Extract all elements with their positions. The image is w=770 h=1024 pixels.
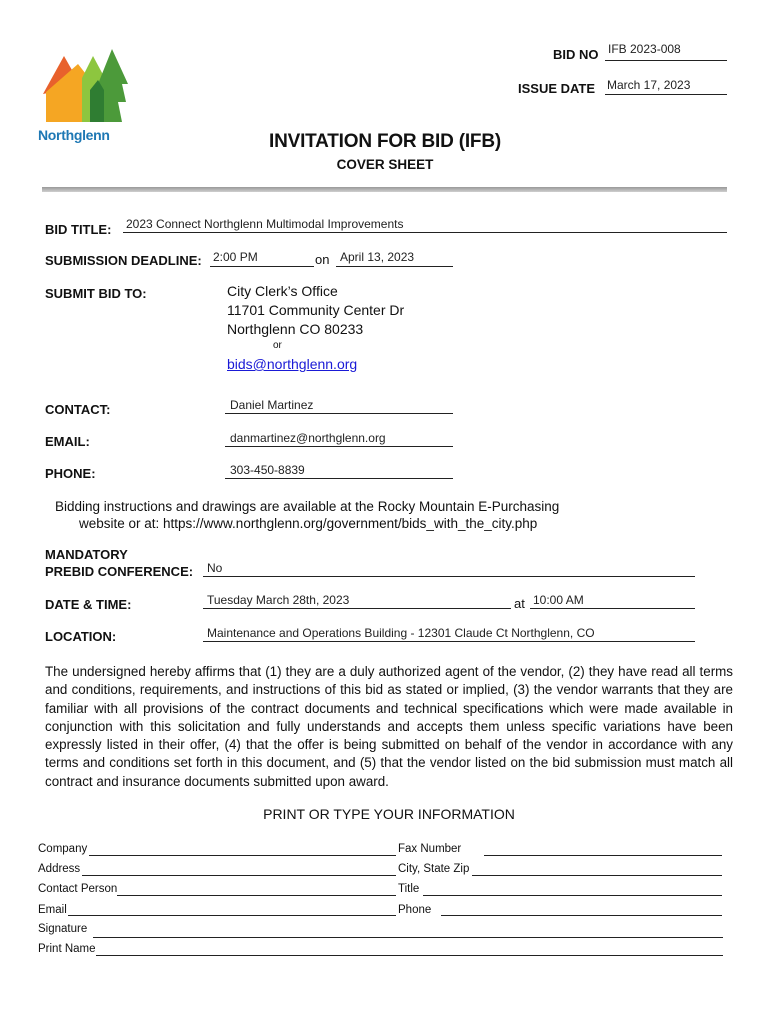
contact-person-field[interactable] [117, 895, 396, 896]
logo-text: Northglenn [38, 127, 110, 143]
address-label: Address [38, 863, 81, 875]
northglenn-logo [38, 44, 133, 144]
contact-label: CONTACT: [45, 402, 111, 417]
contact-person-label: Contact Person [38, 883, 118, 895]
bid-title-underline [123, 232, 727, 233]
datetime-label: DATE & TIME: [45, 597, 132, 612]
phone-underline [225, 478, 453, 479]
title-field[interactable] [423, 895, 722, 896]
deadline-date-underline [336, 266, 453, 267]
fax-label: Fax Number [398, 843, 462, 855]
city-label: City, State Zip [398, 863, 470, 875]
phone-form-field[interactable] [441, 915, 722, 916]
email-underline [225, 446, 453, 447]
title-label: Title [398, 883, 420, 895]
bid-no-value: IFB 2023-008 [608, 42, 681, 56]
company-label: Company [38, 843, 88, 855]
contact-value: Daniel Martinez [230, 398, 314, 412]
submit-to-label: SUBMIT BID TO: [45, 286, 147, 301]
submit-to-line-1: City Clerk’s Office [227, 283, 338, 299]
prebid-time-value: 10:00 AM [533, 593, 584, 607]
print-name-field[interactable] [96, 955, 723, 956]
prebid-label-line-1: MANDATORY [45, 547, 128, 562]
email-form-field[interactable] [68, 915, 396, 916]
signature-field[interactable] [93, 937, 723, 938]
city-field[interactable] [472, 875, 722, 876]
bid-title-value: 2023 Connect Northglenn Multimodal Improvements [126, 217, 404, 231]
deadline-time: 2:00 PM [213, 250, 258, 264]
contact-underline [225, 413, 453, 414]
location-value: Maintenance and Operations Building - 12301 Claude Ct Northglenn, CO [207, 626, 595, 640]
deadline-label: SUBMISSION DEADLINE: [45, 253, 202, 268]
fax-field[interactable] [484, 855, 722, 856]
issue-date-label: ISSUE DATE [518, 81, 596, 96]
company-field[interactable] [89, 855, 396, 856]
deadline-time-underline [210, 266, 314, 267]
prebid-date-underline [203, 608, 511, 609]
location-label: LOCATION: [45, 629, 117, 644]
issue-date-value: March 17, 2023 [607, 78, 691, 92]
instructions-line-1: Bidding instructions and drawings are available at the Rocky Mountain E-Purchasing [55, 499, 560, 514]
signature-label: Signature [38, 923, 88, 935]
submit-to-line-3: Northglenn CO 80233 [227, 321, 364, 337]
instructions-line-2: website or at: https://www.northglenn.org/government/bids_with_the_city.php [79, 516, 538, 531]
deadline-on-label: on [315, 252, 330, 267]
bid-no-underline [605, 60, 727, 61]
address-field[interactable] [82, 875, 396, 876]
email-value: danmartinez@northglenn.org [230, 431, 386, 445]
submit-email-link[interactable]: bids@northglenn.org [227, 356, 358, 372]
email-form-label: Email [38, 904, 67, 916]
deadline-date: April 13, 2023 [340, 250, 415, 264]
phone-form-label: Phone [398, 904, 432, 916]
prebid-underline [203, 576, 695, 577]
prebid-label-line-2: PREBID CONFERENCE: [45, 564, 194, 579]
prebid-time-underline [530, 608, 695, 609]
page-subtitle: COVER SHEET [336, 157, 434, 172]
phone-value: 303-450-8839 [230, 463, 305, 477]
submit-to-line-2: 11701 Community Center Dr [227, 302, 405, 318]
submit-to-or: or [273, 340, 282, 351]
email-label: EMAIL: [45, 434, 90, 449]
issue-date-underline [605, 94, 727, 95]
print-heading: PRINT OR TYPE YOUR INFORMATION [263, 806, 515, 822]
prebid-value: No [207, 561, 223, 575]
print-name-label: Print Name [38, 943, 96, 955]
bidding-instructions [55, 498, 715, 532]
bid-title-label: BID TITLE: [45, 222, 112, 237]
phone-label: PHONE: [45, 466, 96, 481]
prebid-at-label: at [514, 596, 525, 611]
title-divider [42, 187, 727, 192]
affirmation-paragraph: The undersigned hereby affirms that (1) they are a duly authorized agent of the vendor, (2) they have read all terms and conditions, requirements, and instructions of this bid as stated or implied, (3) the vendor warrants that they are familiar with all provisions of the contract documents and technical specifications which were made available in conjunction with this solicitation and fully understands and accepts them unless specific variations have been expressly listed in their offer, (4) that the offer is being submitted on behalf of the vendor in accordance with any terms and conditions set forth in this document, and (5) that the vendor listed on the bid submission must match all contract and insurance documents submitted upon award. [45, 664, 733, 789]
bid-no-label: BID NO [553, 47, 599, 62]
location-underline [203, 641, 695, 642]
prebid-date-value: Tuesday March 28th, 2023 [207, 593, 350, 607]
page-title: INVITATION FOR BID (IFB) [269, 131, 501, 152]
northglenn-logo-icon [38, 44, 133, 124]
